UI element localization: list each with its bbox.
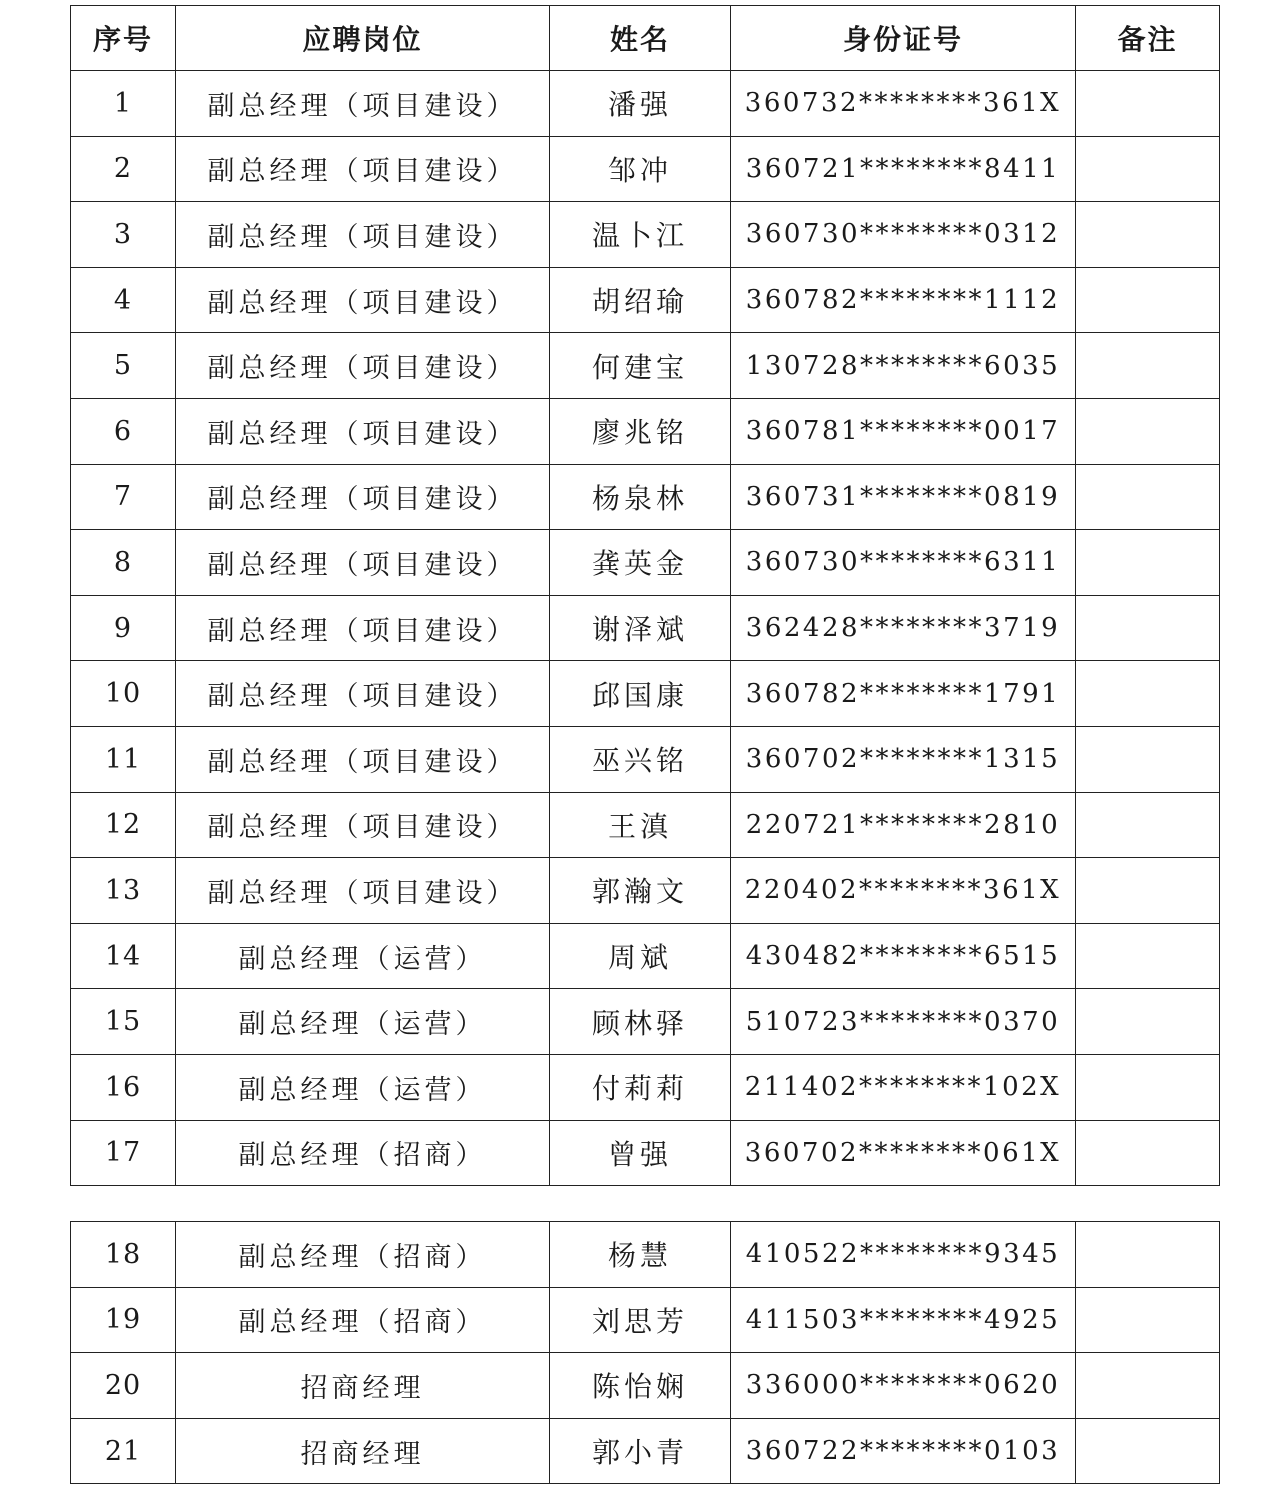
row-id-number: 360782********1112 <box>731 267 1076 333</box>
table-row <box>71 726 1220 792</box>
row-name: 杨慧 <box>550 1222 731 1288</box>
row-remarks <box>1076 1120 1220 1186</box>
table-row <box>71 1287 1220 1353</box>
row-number: 10 <box>71 661 176 727</box>
header-id-number: 身份证号 <box>731 6 1076 71</box>
row-number: 20 <box>71 1353 176 1419</box>
row-position: 副总经理（运营） <box>176 1054 550 1120</box>
row-position: 副总经理（招商） <box>176 1287 550 1353</box>
row-number: 12 <box>71 792 176 858</box>
row-number: 21 <box>71 1418 176 1484</box>
row-number: 1 <box>71 71 176 137</box>
header-name: 姓名 <box>550 6 731 71</box>
table-row <box>71 792 1220 858</box>
row-remarks <box>1076 202 1220 268</box>
table-row <box>71 398 1220 464</box>
row-number: 2 <box>71 136 176 202</box>
table-row <box>71 1353 1220 1419</box>
row-remarks <box>1076 923 1220 989</box>
row-id-number: 220402********361X <box>731 858 1076 924</box>
row-name: 邱国康 <box>550 661 731 727</box>
table-row <box>71 202 1220 268</box>
row-name: 郭瀚文 <box>550 858 731 924</box>
row-remarks <box>1076 398 1220 464</box>
table-row <box>71 858 1220 924</box>
row-name: 郭小青 <box>550 1418 731 1484</box>
row-remarks <box>1076 595 1220 661</box>
row-name: 顾林驿 <box>550 989 731 1055</box>
row-remarks <box>1076 1054 1220 1120</box>
table-row <box>71 595 1220 661</box>
row-position: 副总经理（项目建设） <box>176 136 550 202</box>
row-id-number: 510723********0370 <box>731 989 1076 1055</box>
row-position: 副总经理（项目建设） <box>176 661 550 727</box>
candidate-table <box>70 5 1220 1186</box>
row-id-number: 360731********0819 <box>731 464 1076 530</box>
candidate-table-continued <box>70 1221 1220 1484</box>
row-id-number: 410522********9345 <box>731 1222 1076 1288</box>
row-remarks <box>1076 792 1220 858</box>
table-row <box>71 1418 1220 1484</box>
row-id-number: 360732********361X <box>731 71 1076 137</box>
row-name: 谢泽斌 <box>550 595 731 661</box>
row-name: 何建宝 <box>550 333 731 399</box>
row-number: 8 <box>71 530 176 596</box>
row-remarks <box>1076 530 1220 596</box>
row-id-number: 360730********0312 <box>731 202 1076 268</box>
row-name: 温卜江 <box>550 202 731 268</box>
row-number: 6 <box>71 398 176 464</box>
row-id-number: 360730********6311 <box>731 530 1076 596</box>
row-name: 龚英金 <box>550 530 731 596</box>
row-position: 副总经理（项目建设） <box>176 333 550 399</box>
table-row <box>71 333 1220 399</box>
row-id-number: 220721********2810 <box>731 792 1076 858</box>
table-row <box>71 71 1220 137</box>
row-name: 曾强 <box>550 1120 731 1186</box>
row-name: 王滇 <box>550 792 731 858</box>
row-name: 邹冲 <box>550 136 731 202</box>
row-remarks <box>1076 464 1220 530</box>
row-number: 11 <box>71 726 176 792</box>
table-row <box>71 530 1220 596</box>
table-body-part-1 <box>71 71 1220 1186</box>
table-row <box>71 267 1220 333</box>
row-id-number: 360721********8411 <box>731 136 1076 202</box>
row-position: 副总经理（项目建设） <box>176 726 550 792</box>
row-position: 副总经理（项目建设） <box>176 267 550 333</box>
header-no: 序号 <box>71 6 176 71</box>
table-row <box>71 136 1220 202</box>
table-row <box>71 1222 1220 1288</box>
row-position: 副总经理（项目建设） <box>176 398 550 464</box>
row-id-number: 360722********0103 <box>731 1418 1076 1484</box>
row-number: 17 <box>71 1120 176 1186</box>
table-body-part-2 <box>71 1222 1220 1484</box>
row-position: 副总经理（项目建设） <box>176 858 550 924</box>
row-remarks <box>1076 1353 1220 1419</box>
row-remarks <box>1076 267 1220 333</box>
table-row <box>71 1054 1220 1120</box>
row-number: 9 <box>71 595 176 661</box>
row-position: 副总经理（项目建设） <box>176 530 550 596</box>
row-number: 5 <box>71 333 176 399</box>
table-row <box>71 989 1220 1055</box>
row-number: 14 <box>71 923 176 989</box>
row-position: 副总经理（运营） <box>176 923 550 989</box>
row-name: 付莉莉 <box>550 1054 731 1120</box>
table-row <box>71 661 1220 727</box>
row-remarks <box>1076 1222 1220 1288</box>
row-id-number: 336000********0620 <box>731 1353 1076 1419</box>
row-remarks <box>1076 989 1220 1055</box>
row-position: 副总经理（项目建设） <box>176 595 550 661</box>
row-remarks <box>1076 71 1220 137</box>
row-remarks <box>1076 1287 1220 1353</box>
table-row <box>71 464 1220 530</box>
row-id-number: 360782********1791 <box>731 661 1076 727</box>
row-number: 19 <box>71 1287 176 1353</box>
row-id-number: 362428********3719 <box>731 595 1076 661</box>
row-remarks <box>1076 1418 1220 1484</box>
header-remarks: 备注 <box>1076 6 1220 71</box>
row-position: 副总经理（项目建设） <box>176 71 550 137</box>
row-id-number: 211402********102X <box>731 1054 1076 1120</box>
row-name: 廖兆铭 <box>550 398 731 464</box>
row-name: 杨泉林 <box>550 464 731 530</box>
row-id-number: 360781********0017 <box>731 398 1076 464</box>
row-position: 副总经理（项目建设） <box>176 464 550 530</box>
row-remarks <box>1076 858 1220 924</box>
table-row <box>71 923 1220 989</box>
row-remarks <box>1076 726 1220 792</box>
row-position: 副总经理（招商） <box>176 1222 550 1288</box>
row-id-number: 430482********6515 <box>731 923 1076 989</box>
row-position: 招商经理 <box>176 1353 550 1419</box>
row-number: 13 <box>71 858 176 924</box>
row-remarks <box>1076 661 1220 727</box>
row-id-number: 411503********4925 <box>731 1287 1076 1353</box>
row-name: 巫兴铭 <box>550 726 731 792</box>
row-number: 16 <box>71 1054 176 1120</box>
row-name: 陈怡娴 <box>550 1353 731 1419</box>
row-name: 潘强 <box>550 71 731 137</box>
row-id-number: 360702********1315 <box>731 726 1076 792</box>
row-id-number: 130728********6035 <box>731 333 1076 399</box>
table-header-row <box>71 6 1220 71</box>
row-name: 周斌 <box>550 923 731 989</box>
row-remarks <box>1076 136 1220 202</box>
row-position: 副总经理（项目建设） <box>176 202 550 268</box>
row-number: 18 <box>71 1222 176 1288</box>
row-name: 刘思芳 <box>550 1287 731 1353</box>
row-number: 3 <box>71 202 176 268</box>
row-position: 副总经理（运营） <box>176 989 550 1055</box>
row-position: 副总经理（项目建设） <box>176 792 550 858</box>
row-number: 15 <box>71 989 176 1055</box>
row-name: 胡绍瑜 <box>550 267 731 333</box>
row-position: 副总经理（招商） <box>176 1120 550 1186</box>
row-id-number: 360702********061X <box>731 1120 1076 1186</box>
row-position: 招商经理 <box>176 1418 550 1484</box>
table-row <box>71 1120 1220 1186</box>
row-number: 4 <box>71 267 176 333</box>
row-number: 7 <box>71 464 176 530</box>
row-remarks <box>1076 333 1220 399</box>
header-position: 应聘岗位 <box>176 6 550 71</box>
